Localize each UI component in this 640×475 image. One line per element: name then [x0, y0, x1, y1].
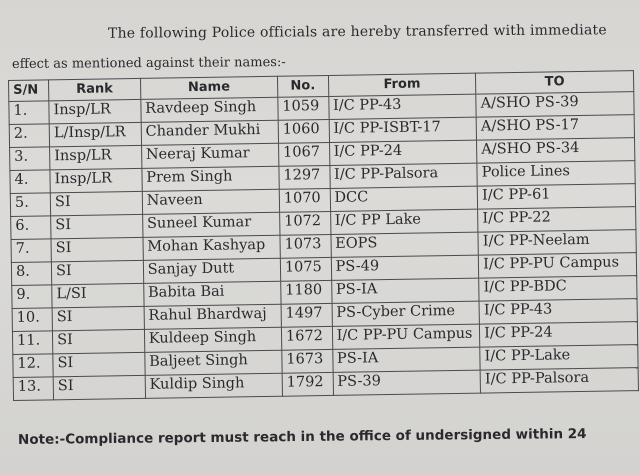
cell-to: I/C PP-22 [478, 207, 636, 232]
cell-to: I/C PP-Palsora [480, 368, 638, 393]
cell-from: I/C PP Lake [330, 209, 478, 234]
cell-rank: SI [52, 329, 144, 353]
header-rank: Rank [49, 78, 141, 100]
cell-no: 1070 [279, 188, 330, 212]
compliance-note: Note:-Compliance report must reach in the office of undersigned within 24 [17, 426, 587, 448]
cell-rank: SI [51, 237, 143, 261]
cell-rank: SI [52, 306, 144, 330]
header-sn: S/N [9, 80, 49, 102]
cell-name: Kuldeep Singh [144, 327, 282, 352]
header-to: TO [476, 71, 634, 94]
cell-from: EOPS [331, 232, 479, 257]
cell-name: Suneel Kumar [142, 212, 280, 237]
transfer-table [8, 70, 639, 401]
cell-name: Mohan Kashyap [143, 235, 281, 260]
cell-sn: 10. [12, 308, 52, 332]
cell-sn: 2. [9, 124, 49, 148]
cell-from: I/C PP-43 [328, 94, 476, 119]
cell-sn: 6. [11, 216, 51, 240]
cell-sn: 13. [13, 377, 53, 401]
cell-from: I/C PP-Palsora [329, 163, 477, 188]
cell-sn: 3. [10, 147, 50, 171]
cell-rank: SI [51, 214, 143, 238]
cell-sn: 8. [11, 262, 51, 286]
cell-to: A/SHO PS-17 [476, 115, 634, 140]
cell-rank: Insp/LR [49, 99, 141, 123]
cell-to: I/C PP-61 [477, 184, 635, 209]
cell-rank: Insp/LR [50, 168, 142, 192]
cell-name: Rahul Bhardwaj [144, 304, 282, 329]
cell-no: 1673 [282, 349, 333, 373]
header-from: From [328, 73, 476, 96]
cell-from: PS-IA [332, 347, 480, 372]
cell-name: Prem Singh [142, 166, 280, 191]
cell-from: PS-Cyber Crime [332, 301, 480, 326]
cell-rank: SI [53, 375, 145, 399]
intro-line-1: The following Police officials are hereby transferred with immediate [107, 22, 607, 42]
header-name: Name [140, 76, 277, 99]
cell-name: Chander Mukhi [141, 120, 279, 145]
cell-sn: 5. [10, 193, 50, 217]
cell-from: DCC [330, 186, 478, 211]
cell-no: 1297 [279, 165, 330, 189]
cell-no: 1073 [280, 234, 331, 258]
cell-from: PS-IA [331, 278, 479, 303]
cell-no: 1180 [281, 280, 332, 304]
cell-from: I/C PP-ISBT-17 [329, 117, 477, 142]
cell-name: Neeraj Kumar [141, 143, 279, 168]
cell-name: Naveen [142, 189, 280, 214]
cell-to: A/SHO PS-34 [477, 138, 635, 163]
cell-sn: 12. [13, 354, 53, 378]
table-body [9, 92, 639, 401]
cell-to: I/C PP-24 [480, 322, 638, 347]
cell-rank: SI [50, 191, 142, 215]
cell-name: Babita Bai [143, 281, 281, 306]
intro-line-2: effect as mentioned against their names:- [11, 55, 286, 72]
cell-rank: SI [53, 352, 145, 376]
cell-no: 1067 [278, 142, 329, 166]
cell-rank: L/SI [52, 283, 144, 307]
cell-to: A/SHO PS-39 [476, 92, 634, 117]
cell-to: I/C PP-Neelam [478, 230, 636, 255]
cell-no: 1059 [278, 96, 329, 120]
cell-rank: SI [51, 260, 143, 284]
cell-no: 1792 [282, 372, 333, 396]
cell-sn: 7. [11, 239, 51, 263]
cell-name: Baljeet Singh [145, 350, 283, 375]
cell-name: Kuldip Singh [145, 373, 283, 398]
cell-rank: L/Insp/LR [49, 122, 141, 146]
cell-to: I/C PP-PU Campus [479, 253, 637, 278]
cell-rank: Insp/LR [50, 145, 142, 169]
header-no: No. [277, 75, 328, 97]
cell-name: Sanjay Dutt [143, 258, 281, 283]
cell-sn: 1. [9, 101, 49, 125]
cell-no: 1072 [280, 211, 331, 235]
cell-to: I/C PP-BDC [479, 276, 637, 301]
cell-from: PS-49 [331, 255, 479, 280]
cell-name: Ravdeep Singh [141, 97, 279, 122]
cell-from: I/C PP-PU Campus [332, 324, 480, 349]
cell-to: I/C PP-43 [479, 299, 637, 324]
cell-no: 1060 [278, 119, 329, 143]
cell-sn: 9. [12, 285, 52, 309]
cell-from: PS-39 [333, 370, 481, 395]
cell-sn: 11. [12, 331, 52, 355]
cell-no: 1075 [280, 257, 331, 281]
cell-no: 1497 [281, 303, 332, 327]
cell-to: Police Lines [477, 161, 635, 186]
cell-no: 1672 [281, 326, 332, 350]
cell-from: I/C PP-24 [329, 140, 477, 165]
cell-sn: 4. [10, 170, 50, 194]
cell-to: I/C PP-Lake [480, 345, 638, 370]
